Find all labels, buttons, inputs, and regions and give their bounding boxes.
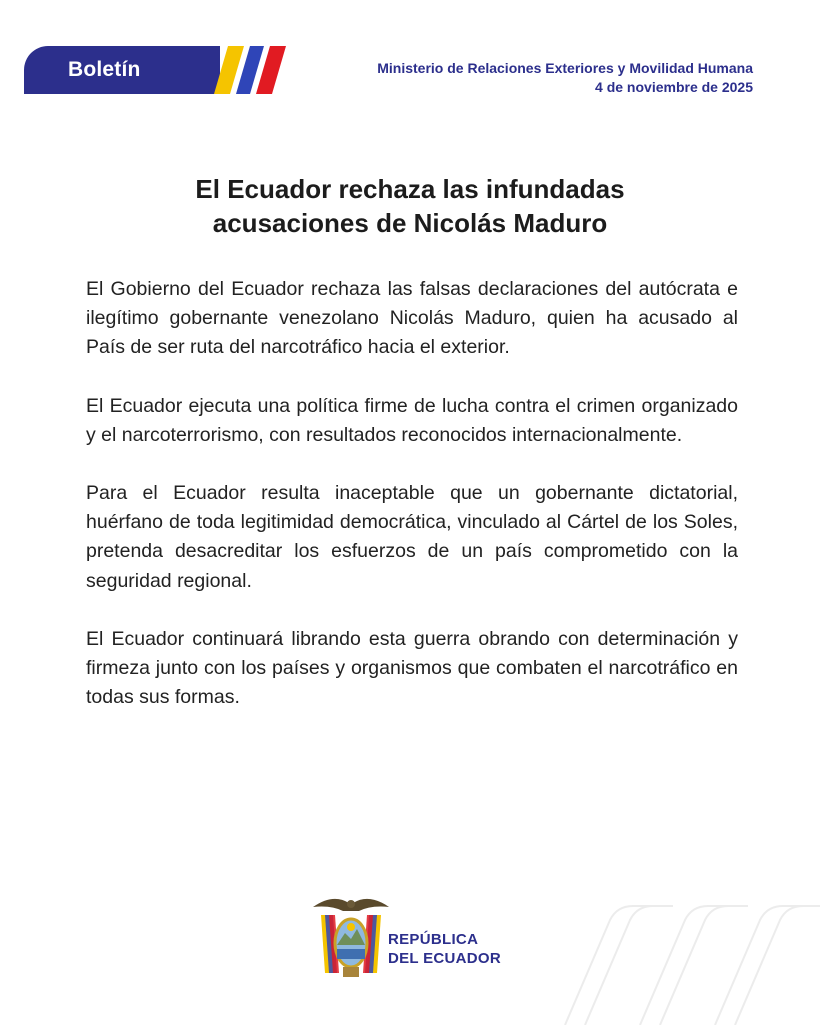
seal-line-2: DEL ECUADOR — [388, 950, 502, 967]
paragraph-3: Para el Ecuador resulta inaceptable que un gobernante dictatorial, huérfano de toda legitimidad democrática, vinculado al Cártel de los Soles, pretenda desacreditar los esfuerzos de un país comprometido con la seguridad regional. — [86, 482, 738, 592]
paragraph-1: El Gobierno del Ecuador rechaza las falsas declaraciones del autócrata e ilegítimo gobernante venezolano Nicolás Maduro, quien ha acusado al País de ser ruta del narcotráfico hacia el exterior. — [86, 278, 738, 359]
bulletin-body — [86, 275, 738, 741]
flag-stripes-icon — [214, 46, 288, 94]
title-line-1: El Ecuador rechaza las infundadas — [195, 174, 625, 204]
title-line-2: acusaciones de Nicolás Maduro — [212, 208, 608, 238]
bulletin-date: 4 de noviembre de 2025 — [595, 79, 753, 95]
seal-line-1: REPÚBLICA — [388, 931, 479, 948]
header-info — [377, 59, 753, 97]
paragraph-2: El Ecuador ejecuta una política firme de lucha contra el crimen organizado y el narcoterrorismo, con resultados reconocidos internacionalmente. — [86, 394, 738, 446]
paragraph-4: El Ecuador continuará librando esta guerra obrando con determinación y firmeza junto con los países y organismos que combaten el narcotráfico en todas sus formas. — [86, 627, 738, 709]
republic-seal-text — [388, 930, 501, 968]
bulletin-badge-label: Boletín — [68, 58, 141, 81]
coat-of-arms-icon — [311, 893, 391, 983]
bulletin-title — [60, 172, 760, 240]
footer-watermark-decoration — [555, 900, 820, 1025]
ministry-name: Ministerio de Relaciones Exteriores y Movilidad Humana — [377, 60, 753, 76]
